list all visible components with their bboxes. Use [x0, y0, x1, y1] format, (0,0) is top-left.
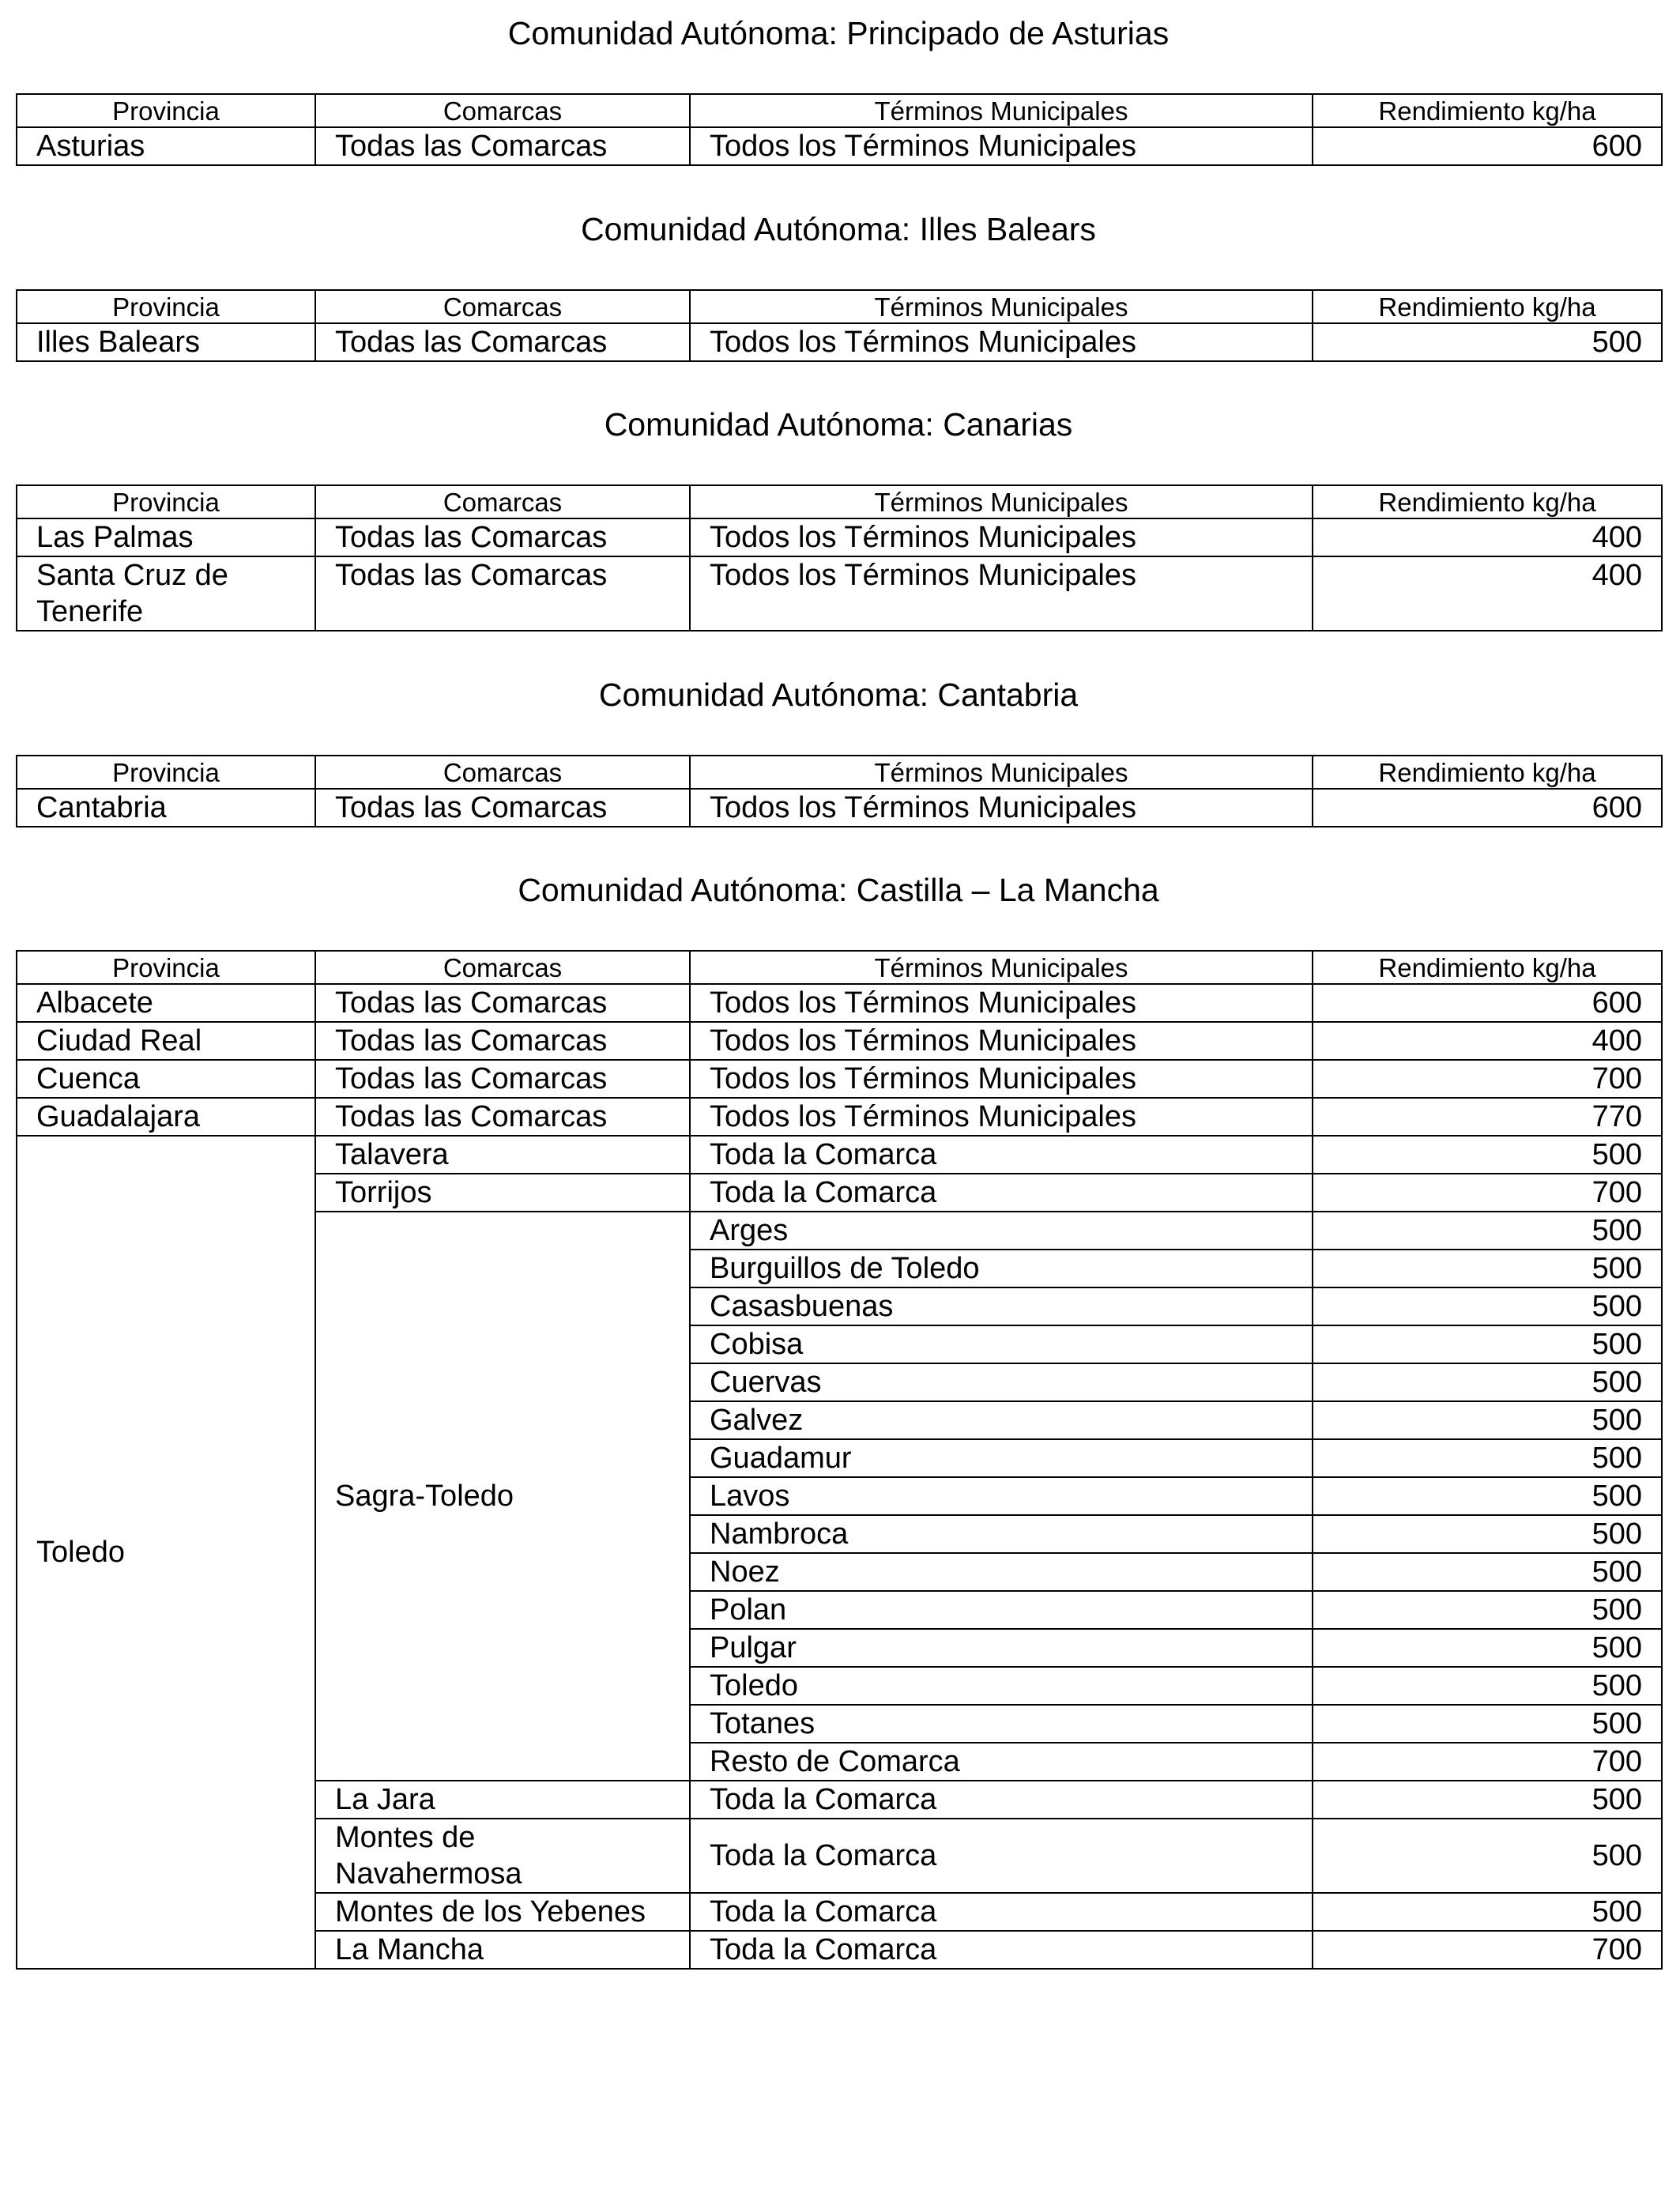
cell-termino: Todos los Términos Municipales [690, 518, 1313, 556]
cell-comarca: Todas las Comarcas [315, 518, 690, 556]
header-terminos: Términos Municipales [690, 951, 1313, 984]
cell-rendimiento: 600 [1313, 127, 1662, 165]
header-rendimiento: Rendimiento kg/ha [1313, 94, 1662, 127]
header-row [17, 485, 1662, 518]
table-row [17, 984, 1662, 1022]
cell-rendimiento: 700 [1313, 1174, 1662, 1212]
cell-provincia: Ciudad Real [17, 1022, 315, 1060]
cell-rendimiento: 500 [1313, 1287, 1662, 1325]
cell-rendimiento: 770 [1313, 1098, 1662, 1136]
cell-termino: Pulgar [690, 1629, 1313, 1667]
cell-rendimiento: 700 [1313, 1743, 1662, 1781]
header-rendimiento: Rendimiento kg/ha [1313, 485, 1662, 518]
section-title: Comunidad Autónoma: Canarias [604, 406, 1073, 443]
cell-comarca: Montes de Navahermosa [315, 1819, 690, 1893]
header-provincia: Provincia [17, 94, 315, 127]
cell-comarca: Todas las Comarcas [315, 1098, 690, 1136]
cell-comarca: Montes de los Yebenes [315, 1893, 690, 1931]
cell-comarca-sagra-toledo: Sagra-Toledo [315, 1212, 690, 1781]
header-comarcas: Comarcas [315, 94, 690, 127]
cell-comarca: Todas las Comarcas [315, 1022, 690, 1060]
cell-rendimiento: 600 [1313, 984, 1662, 1022]
cell-termino: Nambroca [690, 1515, 1313, 1553]
header-terminos: Términos Municipales [690, 756, 1313, 789]
cell-rendimiento: 500 [1313, 1401, 1662, 1439]
cell-rendimiento: 500 [1313, 1363, 1662, 1401]
cell-rendimiento: 500 [1313, 1212, 1662, 1250]
header-terminos: Términos Municipales [690, 290, 1313, 323]
cell-provincia: Las Palmas [17, 518, 315, 556]
cell-provincia: Albacete [17, 984, 315, 1022]
cell-rendimiento: 400 [1313, 556, 1662, 631]
cell-provincia: Asturias [17, 127, 315, 165]
cell-termino: Todos los Términos Municipales [690, 1060, 1313, 1098]
header-row [17, 94, 1662, 127]
cell-provincia: Guadalajara [17, 1098, 315, 1136]
cell-rendimiento: 500 [1313, 1667, 1662, 1705]
header-terminos: Términos Municipales [690, 94, 1313, 127]
table-row [17, 1098, 1662, 1136]
cell-rendimiento: 700 [1313, 1931, 1662, 1969]
cell-rendimiento: 500 [1313, 1477, 1662, 1515]
cell-rendimiento: 500 [1313, 1781, 1662, 1819]
cell-termino: Casasbuenas [690, 1287, 1313, 1325]
cell-comarca: Todas las Comarcas [315, 1060, 690, 1098]
table-row [17, 518, 1662, 556]
header-terminos: Términos Municipales [690, 485, 1313, 518]
cell-termino: Todos los Términos Municipales [690, 1022, 1313, 1060]
section-title: Comunidad Autónoma: Principado de Asturias [507, 15, 1170, 51]
cell-rendimiento: 700 [1313, 1060, 1662, 1098]
cell-termino: Resto de Comarca [690, 1743, 1313, 1781]
cell-termino: Cuervas [690, 1363, 1313, 1401]
yield-table [16, 755, 1663, 827]
cell-provincia: Illes Balears [17, 323, 315, 361]
cell-provincia: Cantabria [17, 789, 315, 827]
header-provincia: Provincia [17, 951, 315, 984]
cell-termino: Todos los Términos Municipales [690, 1098, 1313, 1136]
cell-comarca: Todas las Comarcas [315, 556, 690, 631]
table-row [17, 1022, 1662, 1060]
cell-termino: Todos los Términos Municipales [690, 984, 1313, 1022]
header-provincia: Provincia [17, 290, 315, 323]
cell-rendimiento: 500 [1313, 1325, 1662, 1363]
cell-rendimiento: 500 [1313, 1250, 1662, 1287]
cell-termino: Todos los Términos Municipales [690, 127, 1313, 165]
table-row [17, 127, 1662, 165]
cell-comarca: Todas las Comarcas [315, 789, 690, 827]
cell-comarca: Todas las Comarcas [315, 127, 690, 165]
cell-provincia: Santa Cruz de Tenerife [17, 556, 315, 631]
cell-comarca: Talavera [315, 1136, 690, 1174]
header-rendimiento: Rendimiento kg/ha [1313, 951, 1662, 984]
table-row [17, 1136, 1662, 1174]
cell-termino: Lavos [690, 1477, 1313, 1515]
cell-rendimiento: 500 [1313, 1893, 1662, 1931]
table-row [17, 556, 1662, 631]
cell-rendimiento: 600 [1313, 789, 1662, 827]
yield-table [16, 484, 1663, 631]
cell-termino: Guadamur [690, 1439, 1313, 1477]
cell-termino: Toda la Comarca [690, 1893, 1313, 1931]
header-comarcas: Comarcas [315, 290, 690, 323]
cell-rendimiento: 400 [1313, 518, 1662, 556]
cell-termino: Cobisa [690, 1325, 1313, 1363]
header-row [17, 290, 1662, 323]
cell-comarca: La Mancha [315, 1931, 690, 1969]
cell-provincia-toledo: Toledo [17, 1136, 315, 1969]
cell-termino: Toda la Comarca [690, 1136, 1313, 1174]
cell-termino: Toda la Comarca [690, 1819, 1313, 1893]
yield-table [16, 289, 1663, 362]
header-rendimiento: Rendimiento kg/ha [1313, 756, 1662, 789]
table-row [17, 1060, 1662, 1098]
cell-comarca: La Jara [315, 1781, 690, 1819]
section-title: Comunidad Autónoma: Illes Balears [581, 211, 1096, 247]
cell-rendimiento: 500 [1313, 1439, 1662, 1477]
header-comarcas: Comarcas [315, 951, 690, 984]
cell-rendimiento: 400 [1313, 1022, 1662, 1060]
cell-termino: Polan [690, 1591, 1313, 1629]
cell-rendimiento: 500 [1313, 1553, 1662, 1591]
cell-rendimiento: 500 [1313, 1705, 1662, 1743]
cell-termino: Todos los Términos Municipales [690, 789, 1313, 827]
header-rendimiento: Rendimiento kg/ha [1313, 290, 1662, 323]
cell-termino: Galvez [690, 1401, 1313, 1439]
section-title: Comunidad Autónoma: Cantabria [598, 677, 1079, 713]
cell-rendimiento: 500 [1313, 1819, 1662, 1893]
cell-termino: Burguillos de Toledo [690, 1250, 1313, 1287]
cell-termino: Toda la Comarca [690, 1174, 1313, 1212]
header-provincia: Provincia [17, 485, 315, 518]
cell-comarca: Todas las Comarcas [315, 323, 690, 361]
cell-termino: Arges [690, 1212, 1313, 1250]
header-row [17, 756, 1662, 789]
table-row [17, 789, 1662, 827]
yield-table [16, 93, 1663, 166]
cell-rendimiento: 500 [1313, 1629, 1662, 1667]
yield-table [16, 950, 1663, 1970]
cell-termino: Toledo [690, 1667, 1313, 1705]
cell-rendimiento: 500 [1313, 1591, 1662, 1629]
cell-termino: Toda la Comarca [690, 1781, 1313, 1819]
section-title: Comunidad Autónoma: Castilla – La Mancha [518, 872, 1159, 908]
cell-termino: Totanes [690, 1705, 1313, 1743]
cell-rendimiento: 500 [1313, 323, 1662, 361]
header-row [17, 951, 1662, 984]
header-comarcas: Comarcas [315, 756, 690, 789]
cell-termino: Toda la Comarca [690, 1931, 1313, 1969]
header-comarcas: Comarcas [315, 485, 690, 518]
cell-comarca: Todas las Comarcas [315, 984, 690, 1022]
cell-rendimiento: 500 [1313, 1136, 1662, 1174]
table-row [17, 323, 1662, 361]
cell-termino: Todos los Términos Municipales [690, 323, 1313, 361]
header-provincia: Provincia [17, 756, 315, 789]
cell-termino: Noez [690, 1553, 1313, 1591]
cell-rendimiento: 500 [1313, 1515, 1662, 1553]
cell-provincia: Cuenca [17, 1060, 315, 1098]
cell-comarca: Torrijos [315, 1174, 690, 1212]
cell-termino: Todos los Términos Municipales [690, 556, 1313, 631]
